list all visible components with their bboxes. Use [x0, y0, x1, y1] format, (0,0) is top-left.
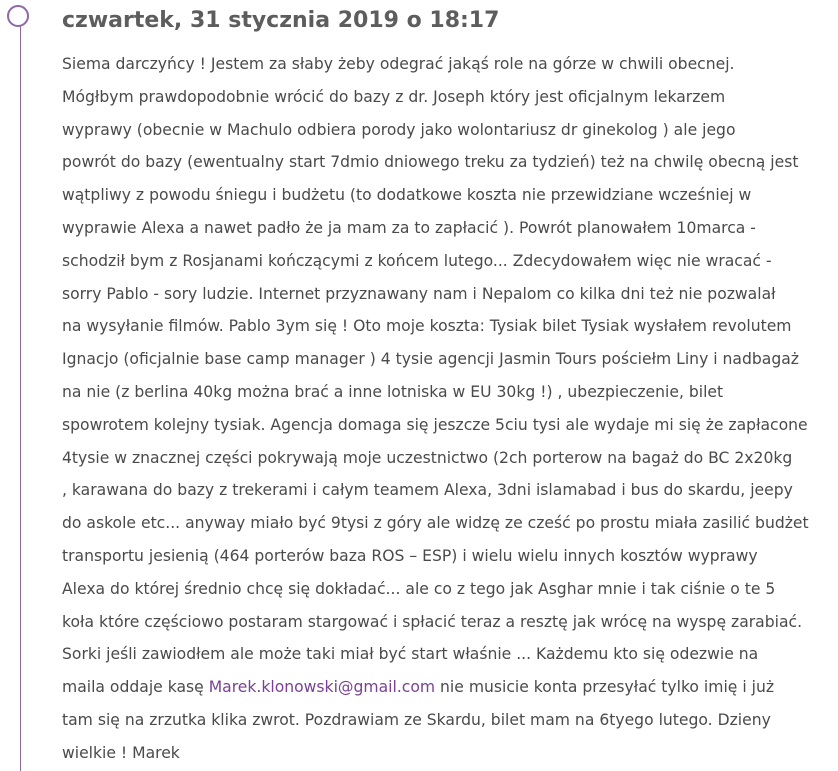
entry-line: sorry Pablo - sory ludzie. Internet przyznawany nam i Nepalom co kilka dni też nie pozwalał: [62, 284, 776, 303]
entry-line: wątpliwy z powodu śniegu i budżetu (to dodatkowe koszta nie przewidziane wcześniej w: [62, 186, 752, 205]
entry-date: czwartek, 31 stycznia 2019 o 18:17: [62, 8, 500, 33]
entry-line: na wysyłanie filmów. Pablo 3ym się ! Oto moje koszta: Tysiak bilet Tysiak wysłałem revolutem: [62, 317, 792, 336]
entry-line: Mógłbym prawdopodobnie wrócić do bazy z dr. Joseph który jest oficjalnym lekarzem: [62, 87, 726, 106]
timeline-line: [20, 24, 21, 771]
entry-line: transportu jesienią (464 porterów baza ROS – ESP) i wielu wielu innych kosztów wyprawy: [62, 546, 758, 565]
email-line-before: maila oddaje kasę: [62, 678, 209, 697]
entry-line: powrót do bazy (ewentualny start 7dmio dniowego treku za tydzień) też na chwilę obecną jest: [62, 153, 799, 172]
email-link[interactable]: Marek.klonowski@gmail.com: [208, 678, 436, 697]
entry-signature: wielkie ! Marek: [62, 743, 180, 762]
timeline-circle-icon: [7, 5, 29, 27]
email-line: [62, 671, 832, 704]
entry-line: Sorki jeśli zawiodłem ale może taki miał być start właśnie ... Każdemu kto się odezwie na: [62, 645, 759, 664]
entry-line: do askole etc... anyway miało być 9tysi z góry ale widzę ze cześć po prostu miała zasilić budżet: [62, 514, 809, 533]
entry-line: 4tysie w znacznej części pokrywają moje uczestnictwo (2ch porterow na bagaż do BC 2x20kg: [62, 448, 793, 467]
entry-line: tam się na zrzutka klika zwrot. Pozdrawiam ze Skardu, bilet mam na 6tyego lutego. Dzieny: [62, 710, 771, 729]
entry-line: na nie (z berlina 40kg można brać a inne lotniska w EU 30kg !) , ubezpieczenie, bilet: [62, 382, 724, 401]
entry-line: koła które częściowo postaram stargować i spłacić teraz a resztę jak wrócę na wyspę zarabiać.: [62, 612, 803, 631]
entry: [62, 0, 832, 770]
entry-line: wyprawy (obecnie w Machulo odbiera porody jako wolontariusz dr ginekolog ) ale jego: [62, 120, 736, 139]
entry-line: Ignacjo (oficjalnie base camp manager ) 4 tysie agencji Jasmin Tours pościełm Liny i nadbagaż: [62, 350, 799, 369]
email-line-after: nie musicie konta przesyłać tylko imię i już: [435, 678, 775, 697]
entry-line: Alexa do której średnio chcę się dokładać... ale co z tego jak Asghar mnie i tak ciśnie o te 5: [62, 579, 776, 598]
entry-line: spowrotem kolejny tysiak. Agencja domaga się jeszcze 5ciu tysi ale wydaje mi się że zapłacone: [62, 415, 808, 434]
entry-line: schodził bym z Rosjanami kończącymi z końcem lutego... Zdecydowałem więc nie wracać -: [62, 251, 772, 270]
entry-body: [62, 48, 832, 770]
entry-line: , karawana do bazy z trekerami i całym teamem Alexa, 3dni islamabad i bus do skardu, jeepy: [62, 481, 793, 500]
entry-line: wyprawie Alexa a nawet padło że ja mam za to zapłacić ). Powrót planowałem 10marca -: [62, 218, 756, 237]
entry-line: Siema darczyńcy ! Jestem za słaby żeby odegrać jakąś role na górze w chwili obecnej.: [62, 55, 735, 73]
